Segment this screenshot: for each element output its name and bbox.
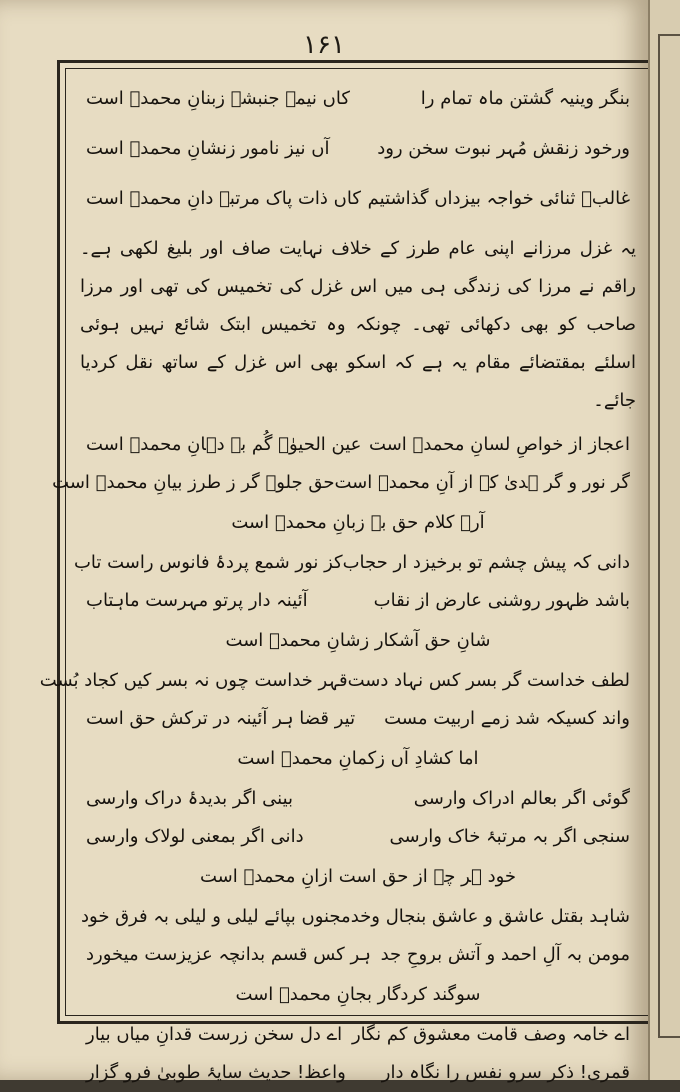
- page-number: ۱۶۱: [303, 30, 345, 60]
- hemistich-second: واعظ! حدیث سایۂ طوبیٰ فرو گزار: [86, 1062, 346, 1083]
- hemistich-second: مجنوں بپائے لیلی و لیلی بہ فرق خود: [81, 906, 351, 927]
- couplet: [72, 1054, 644, 1092]
- couplet: [52, 464, 644, 502]
- hemistich-second: آئینہ دار پرتو مہرست ماہتاب: [86, 590, 308, 611]
- refrain-line: اما کشادِ آں زکمانِ محمدؐ است: [237, 748, 479, 769]
- couplet: [72, 74, 644, 124]
- adjacent-page-edge: [648, 0, 680, 1080]
- hemistich-first: غالبؔ ثنائی خواجہ بیزداں گذاشتیم: [367, 188, 630, 209]
- adjacent-page-border: [658, 34, 680, 1038]
- hemistich-second: کز نور شمع پردۂ فانوس راست تاب: [73, 552, 343, 573]
- couplet: [72, 780, 644, 818]
- couplet: [72, 700, 644, 738]
- refrain-line: خود ہر چہ از حق است ازانِ محمدؐ است: [199, 866, 517, 887]
- hemistich-second: آں نیز نامور زنشانِ محمدؐ است: [86, 138, 330, 159]
- hemistich-second: عین الحیوٰۃ گُم بہ دہانِ محمدؐ است: [86, 434, 362, 455]
- couplet: [72, 818, 644, 856]
- hemistich-second: کاں ذات پاک مرتبہ دانِ محمدؐ است: [86, 188, 361, 209]
- hemistich-first: قمری! ذکر سرو نفس را نگاہ دار: [381, 1062, 630, 1083]
- refrain-line: شانِ حق آشکار زشانِ محمدؐ است: [225, 630, 491, 651]
- hemistich-second: تیر قضا ہر آئینہ در ترکش حق است: [86, 708, 356, 729]
- hemistich-second: حق جلوہ گر ز طرز بیانِ محمدؐ است: [52, 472, 335, 493]
- couplet: [72, 174, 644, 224]
- couplet: [72, 582, 644, 620]
- hemistich-second: کاں نیمہ جنبشے زبنانِ محمدؐ است: [86, 88, 350, 109]
- couplet: [72, 124, 644, 174]
- hemistich-first: دانی کہ پیش چشم تو برخیزد ار حجاب: [342, 552, 630, 573]
- couplet: [72, 426, 644, 464]
- hemistich-second: ہر کس قسم بدانچہ عزیزست میخورد: [86, 944, 371, 965]
- couplet: [72, 544, 644, 582]
- hemistich-second: دانی اگر بمعنی لولاک وارسی: [86, 826, 304, 847]
- couplet: [72, 1016, 644, 1054]
- hemistich-first: واند کسیکہ شد زمے اربیت مست: [384, 708, 630, 729]
- refrain-line: سوگند کردگار بجانِ محمدؐ است: [235, 984, 481, 1005]
- hemistich-first: شاہد بقتل عاشق و عاشق بنجال وخد: [350, 906, 630, 927]
- hemistich-second: بینی اگر بدیدۂ دراک وارسی: [86, 788, 294, 809]
- hemistich-first: ورخود زنقش مُہر نبوت سخن رود: [377, 138, 630, 159]
- hemistich-first: مومن بہ آلِ احمد و آتش بروحِ جد: [380, 944, 630, 965]
- hemistich-first: اعجاز از خواصِ لسانِ محمدؐ است: [369, 434, 630, 455]
- hemistich-first: گر نور و گر ہدیٰ کہ از آنِ محمدؐ است: [334, 472, 630, 493]
- couplet: [72, 898, 644, 936]
- couplet: [39, 662, 644, 700]
- hemistich-first: اے خامہ وصف قامت معشوق کم نگار: [351, 1024, 630, 1045]
- hemistich-first: گوئی اگر بعالم ادراک وارسی: [413, 788, 630, 809]
- refrain-line: آرے کلام حق بہ زبانِ محمدؐ است: [231, 512, 485, 533]
- hemistich-second: اے دل سخن زرست قدانِ میاں بیار: [86, 1024, 343, 1045]
- hemistich-first: باشد ظہور روشنی عارض از نقاب: [373, 590, 630, 611]
- couplet: [72, 936, 644, 974]
- page-content: [39, 74, 644, 1083]
- hemistich-second: قہر خداست چوں نہ بسر کیں کجاد بُست: [39, 670, 348, 691]
- prose-note: یہ غزل مرزانے اپنی عام طرز کے خلاف نہایت صاف اور بلیغ لکھی ہے۔ راقم نے مرزا کی زندگی ہی میں اس غزل کی تخمیس کی تھی اور مرزا صاحب کو بھی دکھائی تھی۔ چونکہ وہ تخمیس ابتک شائع نہیں ہوئی اسلئے بمقتضائے مقام یہ ہے کہ اسکو بھی اس غزل کے ساتھ نقل کردیا جائے۔: [80, 238, 636, 411]
- hemistich-first: لطف خداست گر بسر کس نہاد دست: [347, 670, 630, 691]
- hemistich-first: سنجی اگر بہ مرتبۂ خاک وارسی: [389, 826, 630, 847]
- hemistich-first: بنگر وینیہ گشتن ماہ تمام را: [420, 88, 630, 109]
